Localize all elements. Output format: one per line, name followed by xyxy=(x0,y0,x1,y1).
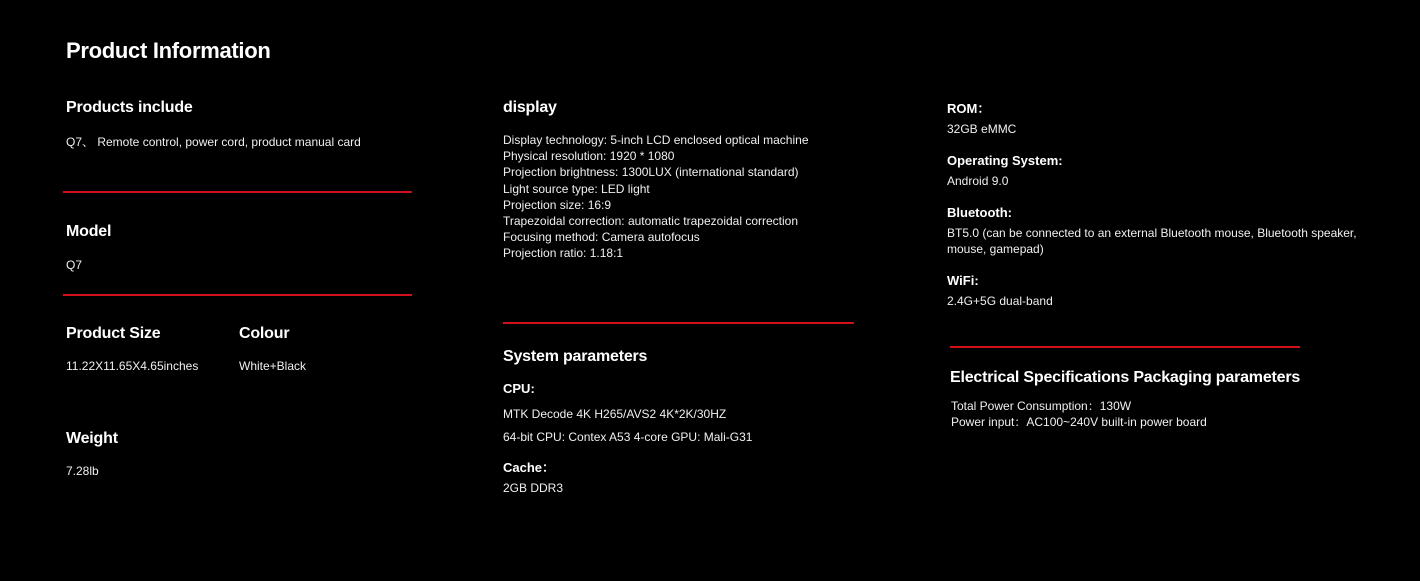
divider-col1-2 xyxy=(63,294,412,296)
cpu-line-2: 64-bit CPU: Contex A53 4-core GPU: Mali-G31 xyxy=(503,430,753,444)
electrical-spec-list xyxy=(951,398,1207,430)
products-include-heading: Products include xyxy=(66,99,193,116)
display-spec-line: Projection size: 16:9 xyxy=(503,197,612,212)
divider-col1-1 xyxy=(63,191,412,193)
rom-label: ROM： xyxy=(947,101,991,116)
product-size-heading: Product Size xyxy=(66,325,161,342)
colour-heading: Colour xyxy=(239,325,290,342)
cache-value: 2GB DDR3 xyxy=(503,481,564,495)
products-include-text: Q7、 Remote control, power cord, product manual card xyxy=(66,135,361,149)
rom-value: 32GB eMMC xyxy=(947,122,1017,136)
cpu-line-1: MTK Decode 4K H265/AVS2 4K*2K/30HZ xyxy=(503,407,727,421)
bluetooth-label: Bluetooth: xyxy=(947,205,1012,220)
divider-col2 xyxy=(503,322,854,324)
cache-label: Cache： xyxy=(503,460,556,475)
display-spec-list xyxy=(503,132,809,262)
display-spec-line: Display technology: 5-inch LCD enclosed optical machine xyxy=(503,133,809,147)
page-title: Product Information xyxy=(66,38,271,63)
wifi-value: 2.4G+5G dual-band xyxy=(947,294,1053,308)
weight-heading: Weight xyxy=(66,430,118,447)
cpu-label: CPU: xyxy=(503,381,535,396)
os-value: Android 9.0 xyxy=(947,174,1009,188)
wifi-label: WiFi: xyxy=(947,273,979,288)
display-spec-line: Projection ratio: 1.18:1 xyxy=(503,246,624,261)
model-text: Q7 xyxy=(66,258,83,272)
product-size-text: 11.22X11.65X4.65inches xyxy=(66,359,199,373)
os-label: Operating System: xyxy=(947,153,1063,168)
colour-text: White+Black xyxy=(239,359,307,373)
model-heading: Model xyxy=(66,223,112,240)
display-heading: display xyxy=(503,99,557,116)
bluetooth-line-1: BT5.0 (can be connected to an external Bluetooth mouse, Bluetooth speaker, xyxy=(947,226,1357,240)
bluetooth-value xyxy=(947,225,1357,257)
display-spec-line: Focusing method: Camera autofocus xyxy=(503,230,700,245)
divider-col3 xyxy=(950,346,1300,348)
weight-text: 7.28lb xyxy=(66,464,99,478)
system-parameters-heading: System parameters xyxy=(503,348,648,365)
display-spec-line: Trapezoidal correction: automatic trapezoidal correction xyxy=(503,214,799,229)
display-spec-line: Light source type: LED light xyxy=(503,181,650,196)
bluetooth-line-2: mouse, gamepad) xyxy=(947,242,1044,257)
electrical-line-2: Power input：AC100~240V built-in power board xyxy=(951,415,1207,430)
electrical-heading: Electrical Specifications Packaging parameters xyxy=(950,369,1301,386)
electrical-line-1: Total Power Consumption：130W xyxy=(951,399,1132,413)
display-spec-line: Physical resolution: 1920 * 1080 xyxy=(503,149,675,164)
display-spec-line: Projection brightness: 1300LUX (international standard) xyxy=(503,165,799,180)
